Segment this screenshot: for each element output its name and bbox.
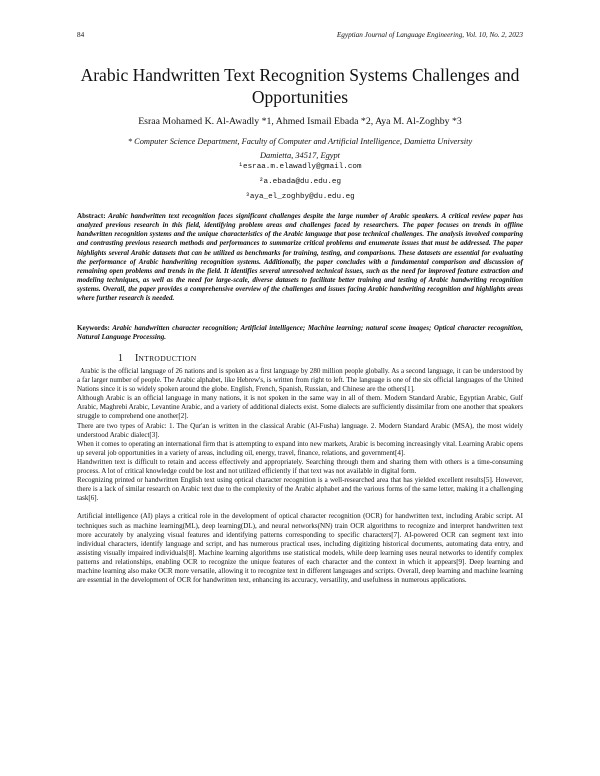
paragraph: Arabic is the official language of 26 nations and is spoken as a first language by 280 million people globally. As a second language, it can be understood by a far larger number of people. The Arabic alphabet, like Hebrew's, is written from right to left. The language is one of the six official languages of the United Nations since it is so widely spoken around the globe. English, French, Spanish, Russian, and Chinese are the others[1]. xyxy=(77,367,523,394)
paragraph: When it comes to operating an international firm that is attempting to expand into new markets, Arabic is becoming increasingly vital. Learning Arabic opens up several job opportunities in a variety of areas, including oil, energy, travel, finance, relations, and government[4]. xyxy=(77,439,523,457)
introduction-body xyxy=(77,367,523,585)
paragraph: Handwritten text is difficult to retain and access effectively and appropriately. Searching through them and sharing them with others is a time-consuming process. A lot of critical knowledge could be lost and not utilized efficiently if that text was not available in digital form. xyxy=(77,457,523,476)
keywords-text: Arabic handwritten character recognition; Artificial intelligence; Machine learning; natural scene images; Optical character recognition, Natural Language Processing. xyxy=(77,324,523,342)
section-number: 1 xyxy=(118,353,123,364)
journal-header: Egyptian Journal of Language Engineering, Vol. 10, No. 2, 2023 xyxy=(336,31,523,39)
section-title: NTRODUCTION xyxy=(138,354,197,363)
paragraph: Artificial intelligence (AI) plays a critical role in the development of optical character recognition (OCR) for handwritten text, including Arabic script. AI techniques such as machine learning(ML), deep learning(DL), and neural networks(NN) train OCR algorithms to recognize and interpret handwritten text more accurately by analyzing visual features and identifying patterns corresponding to specific characters[7]. AI-powered OCR can segment text into individual characters, identify language and script, and has numerous practical uses, including digitizing historical documents, automating data entry, and assisting visually impaired individuals[8]. Machine learning algorithms use statistical models, while deep learning uses neural networks to identify complex patterns and relationships, enabling OCR to recognize the unique features of each character and the context in which it appears[9]. Deep learning and machine learning also make OCR more versatile, allowing it to recognize text in different languages and scripts. Overall, deep learning and machine learning are essential in the development of OCR for handwritten text, enhancing its accuracy, versatility, and usefulness in numerous applications. xyxy=(77,512,523,585)
email-3[interactable]: ³aya_el_zoghby@du.edu.eg xyxy=(245,193,355,201)
abstract-label: Abstract: xyxy=(77,212,106,220)
email-1[interactable]: ¹esraa.m.elawadly@gmail.com xyxy=(238,163,362,171)
keywords-label: Keywords: xyxy=(77,324,110,332)
section-initial: I xyxy=(135,353,139,364)
author-list: Esraa Mohamed K. Al-Awadly *1, Ahmed Ismail Ebada *2, Aya M. Al-Zoghby *3 xyxy=(138,116,462,127)
section-heading xyxy=(118,353,196,364)
affiliation xyxy=(60,135,540,163)
paragraph: There are two types of Arabic: 1. The Qur'an is written in the classical Arabic (Al-Fusha) language. 2. Modern Standard Arabic (MSA), the most widely understood Arabic dialect[3]. xyxy=(77,421,523,439)
affiliation-line-2: Damietta, 34517, Egypt xyxy=(259,151,341,160)
paper-title: Arabic Handwritten Text Recognition Systems Challenges and Opportunities xyxy=(80,65,520,107)
keywords xyxy=(77,324,523,342)
paragraph: Although Arabic is an official language in many nations, it is not spoken in the same way in all of them. Modern Standard Arabic, Egyptian Arabic, Gulf Arabic, Maghrebi Arabic, Levantine Arabic, and a variety of additional dialects exist. Some dialects are sufficiently dissimilar from one another that speakers struggle to comprehend one another[2]. xyxy=(77,394,523,421)
page-number: 84 xyxy=(77,31,85,39)
affiliation-line-1: * Computer Science Department, Faculty of Computer and Artificial Intelligence, Damietta University xyxy=(127,137,473,146)
email-2[interactable]: ²a.ebada@du.edu.eg xyxy=(258,178,342,186)
abstract-text: Arabic handwritten text recognition faces significant challenges despite the large number of Arabic speakers. A critical review paper has analyzed previous research in this field, identifying problem areas and challenges faced by researchers. The paper focuses on trends in offline handwritten recognition systems and the unique characteristics of the Arabic language that pose technical challenges. The analysis involved comparing and contrasting previous research methods and performances to summarize critical problems and enumerate issues that must be addressed. The paper highlights several Arabic datasets that can be utilized as benchmarks for training, testing, and comparisons. These datasets are essential for evaluating the performance of Arabic handwriting recognition systems. Additionally, the paper concludes with a fundamental comparison and discussion of remaining open problems and trends in the field. It identifies several unresolved technical issues, such as the need for improved feature extraction and modeling techniques, as well as the need for large-scale, diverse datasets to facilitate better training and testing of Arabic handwriting recognition systems. Overall, the paper provides a comprehensive overview of the challenges and issues facing Arabic handwriting recognition and highlights areas where further research is needed. xyxy=(77,212,523,303)
paragraph: Recognizing printed or handwritten English text using optical character recognition is a well-researched area that has yielded excellent results[5]. However, there is a lack of similar research on Arabic text due to the complexity of the Arabic alphabet and the various forms of the same letter, making it a challenging task[6]. xyxy=(77,476,523,503)
abstract xyxy=(77,212,523,304)
